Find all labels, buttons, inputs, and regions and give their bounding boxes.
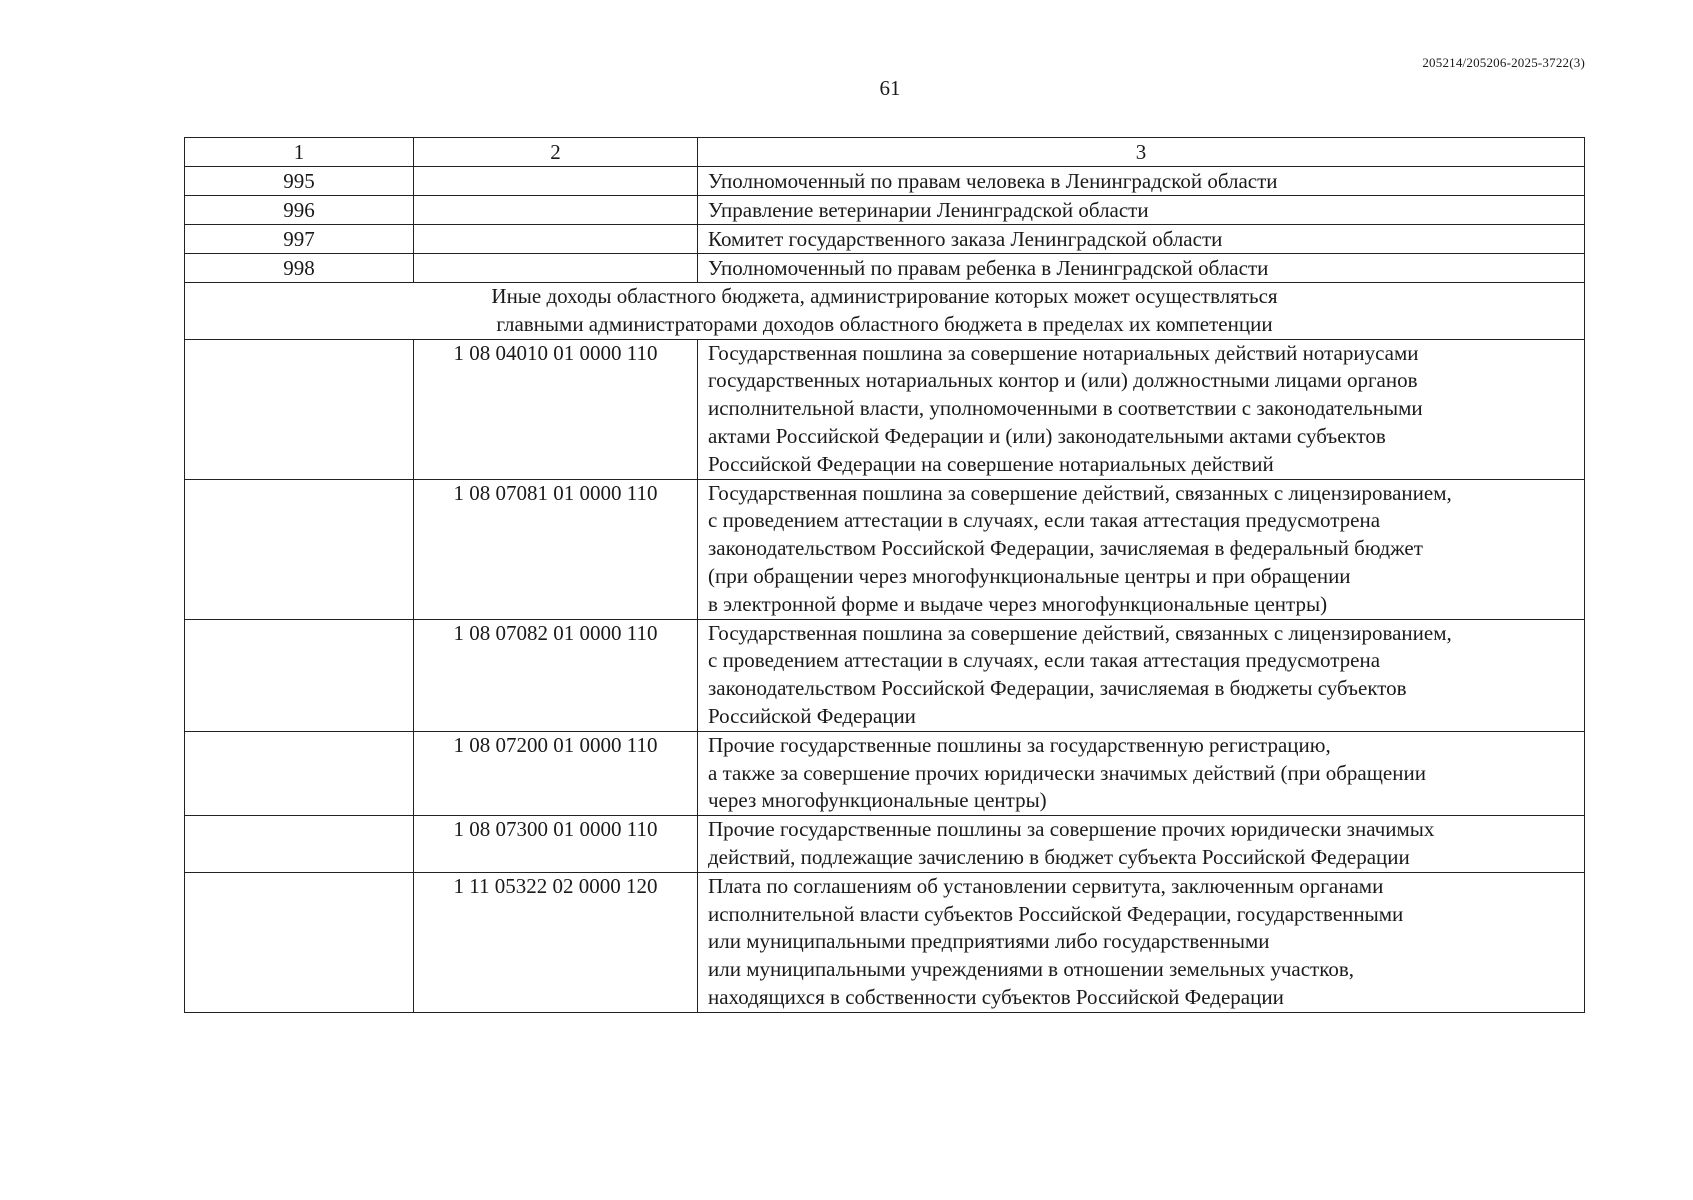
name-line: (при обращении через многофункциональные центры и при обращении — [708, 563, 1351, 588]
name-line: актами Российской Федерации и (или) законодательными актами субъектов — [708, 423, 1386, 448]
admin-code-cell: 995 — [185, 167, 414, 196]
name-line: Государственная пошлина за совершение действий, связанных с лицензированием, — [708, 620, 1452, 645]
name-line: действий, подлежащие зачислению в бюджет субъекта Российской Федерации — [708, 844, 1410, 869]
name-line: Прочие государственные пошлины за совершение прочих юридически значимых — [708, 817, 1435, 842]
name-cell: Комитет государственного заказа Ленинградской области — [698, 225, 1585, 254]
section-heading — [185, 283, 1585, 340]
admin-code-cell — [185, 731, 414, 815]
table-row — [185, 254, 1585, 283]
name-line: а также за совершение прочих юридически значимых действий (при обращении — [708, 760, 1426, 785]
name-line: исполнительной власти, уполномоченными в соответствии с законодательными — [708, 396, 1423, 421]
kbk-cell: 1 08 07300 01 0000 110 — [414, 816, 698, 873]
table-row — [185, 479, 1585, 619]
admin-code-cell — [185, 339, 414, 479]
document-id: 205214/205206-2025-3722(3) — [1422, 55, 1585, 70]
kbk-cell: 1 11 05322 02 0000 120 — [414, 872, 698, 1012]
name-line: в электронной форме и выдаче через многофункциональные центры) — [708, 591, 1328, 616]
name-cell — [698, 619, 1585, 731]
name-line: или муниципальными учреждениями в отношении земельных участков, — [708, 957, 1355, 982]
kbk-cell — [414, 167, 698, 196]
name-cell — [698, 731, 1585, 815]
name-line: Государственная пошлина за совершение нотариальных действий нотариусами — [708, 340, 1419, 365]
name-cell — [698, 816, 1585, 873]
table-row — [185, 816, 1585, 873]
name-line: Прочие государственные пошлины за государственную регистрацию, — [708, 732, 1331, 757]
column-number-row — [185, 138, 1585, 167]
kbk-cell — [414, 254, 698, 283]
section-heading-line: главными администраторами доходов областного бюджета в пределах их компетенции — [496, 311, 1273, 336]
table-row — [185, 872, 1585, 1012]
name-line: или муниципальными предприятиями либо государственными — [708, 929, 1270, 954]
table-row — [185, 196, 1585, 225]
name-line: Плата по соглашениям об установлении сервитута, заключенным органами — [708, 873, 1384, 898]
section-heading-line: Иные доходы областного бюджета, администрирование которых может осуществляться — [491, 284, 1278, 308]
name-cell: Управление ветеринарии Ленинградской области — [698, 196, 1585, 225]
page-number: 61 — [879, 76, 901, 100]
column-header-3: 3 — [698, 138, 1585, 167]
name-line: Российской Федерации — [708, 703, 916, 728]
kbk-cell: 1 08 04010 01 0000 110 — [414, 339, 698, 479]
name-line: государственных нотариальных контор и (или) должностными лицами органов — [708, 368, 1418, 393]
name-line: законодательством Российской Федерации, зачисляемая в федеральный бюджет — [708, 536, 1423, 561]
name-line: с проведением аттестации в случаях, если такая аттестация предусмотрена — [708, 648, 1381, 673]
table-row — [185, 167, 1585, 196]
table-row — [185, 731, 1585, 815]
kbk-cell — [414, 225, 698, 254]
name-line: через многофункциональные центры) — [708, 788, 1047, 813]
name-line: находящихся в собственности субъектов Российской Федерации — [708, 984, 1284, 1009]
name-cell — [698, 479, 1585, 619]
table-body — [185, 138, 1585, 1013]
name-line: исполнительной власти субъектов Российской Федерации, государственными — [708, 901, 1404, 926]
section-heading-row — [185, 283, 1585, 340]
column-header-2: 2 — [414, 138, 698, 167]
table-row — [185, 619, 1585, 731]
income-administrators-table — [184, 137, 1585, 1013]
name-line: законодательством Российской Федерации, зачисляемая в бюджеты субъектов — [708, 676, 1407, 701]
kbk-cell — [414, 196, 698, 225]
kbk-cell: 1 08 07200 01 0000 110 — [414, 731, 698, 815]
admin-code-cell — [185, 816, 414, 873]
table-row — [185, 339, 1585, 479]
table-row — [185, 225, 1585, 254]
kbk-cell: 1 08 07082 01 0000 110 — [414, 619, 698, 731]
name-cell: Уполномоченный по правам ребенка в Ленинградской области — [698, 254, 1585, 283]
name-line: Государственная пошлина за совершение действий, связанных с лицензированием, — [708, 480, 1452, 505]
name-line: с проведением аттестации в случаях, если такая аттестация предусмотрена — [708, 508, 1381, 533]
name-cell: Уполномоченный по правам человека в Ленинградской области — [698, 167, 1585, 196]
name-cell — [698, 872, 1585, 1012]
kbk-cell: 1 08 07081 01 0000 110 — [414, 479, 698, 619]
admin-code-cell: 997 — [185, 225, 414, 254]
name-cell — [698, 339, 1585, 479]
admin-code-cell — [185, 479, 414, 619]
admin-code-cell — [185, 619, 414, 731]
admin-code-cell: 996 — [185, 196, 414, 225]
name-line: Российской Федерации на совершение нотариальных действий — [708, 451, 1274, 476]
admin-code-cell: 998 — [185, 254, 414, 283]
column-header-1: 1 — [185, 138, 414, 167]
admin-code-cell — [185, 872, 414, 1012]
